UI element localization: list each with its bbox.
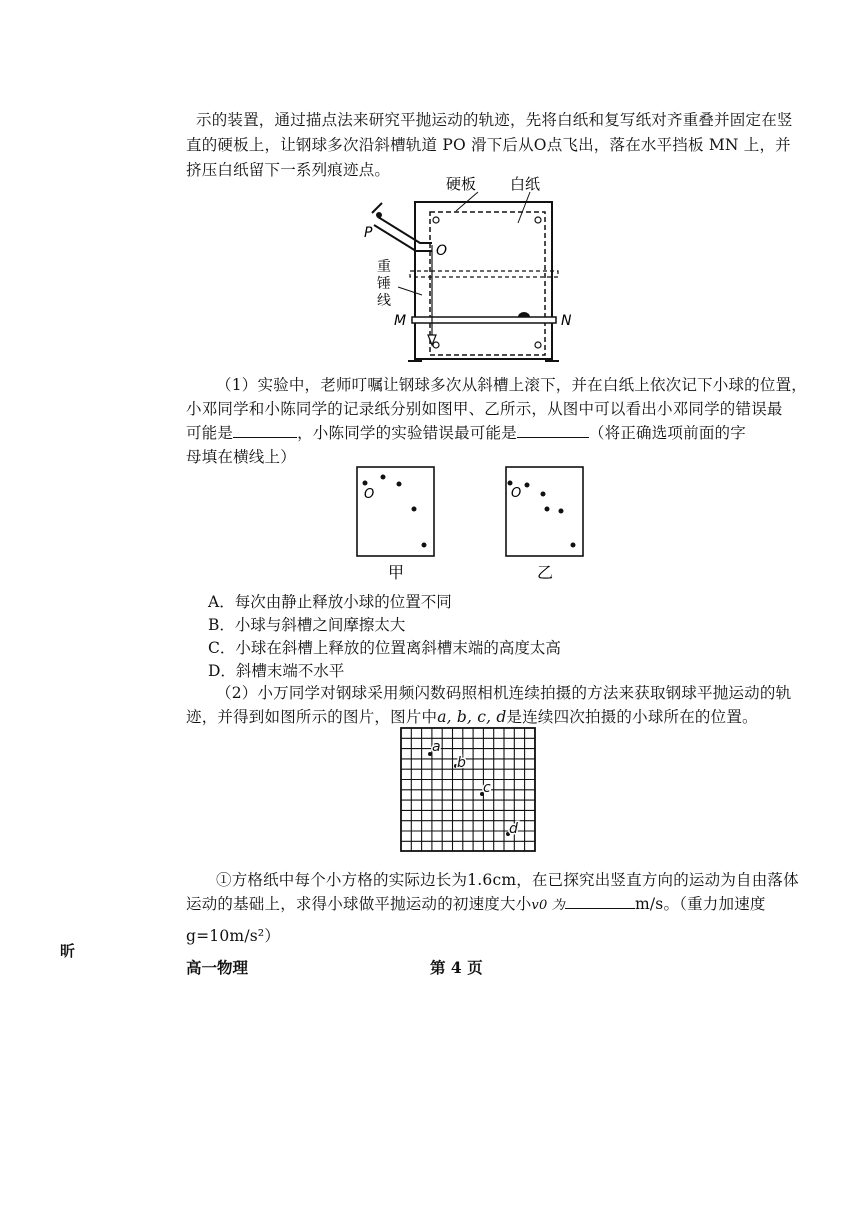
caption-yi: 乙 bbox=[537, 563, 554, 582]
q2-line-2c: 是连续四次拍摄的小球所在的位置。 bbox=[506, 708, 758, 726]
option-d: D．斜槽末端不水平 bbox=[208, 662, 345, 680]
q1-line-2: 小邓同学和小陈同学的记录纸分别如图甲、乙所示，从图中可以看出小邓同学的错误最 bbox=[186, 400, 783, 418]
margin-char: 昕 bbox=[60, 942, 76, 960]
q2-line-2 bbox=[186, 707, 758, 727]
label-N: N bbox=[561, 313, 572, 329]
grid-figure bbox=[400, 727, 537, 853]
apparatus-diagram bbox=[360, 175, 580, 370]
q1-line-3c: （将正确选项前面的字 bbox=[588, 424, 746, 442]
intro-line-3: 挤压白纸留下一系列痕迹点。 bbox=[186, 161, 391, 179]
label-paper: 白纸 bbox=[510, 175, 541, 193]
q2-sub1-line-2a: 运动的基础上，求得小球做平抛运动的初速度大小 bbox=[186, 895, 532, 913]
footer-page-number: 第 4 页 bbox=[430, 958, 483, 977]
label-plumb-3: 线 bbox=[377, 293, 391, 309]
label-d: d bbox=[509, 821, 518, 837]
grid-paper bbox=[400, 727, 537, 853]
q1-line-3a: 可能是 bbox=[186, 424, 234, 442]
jia-label-O: O bbox=[364, 487, 375, 502]
label-O: O bbox=[436, 243, 448, 259]
label-plumb-1: 重 bbox=[377, 259, 391, 275]
q2-sub1-line-1: ①方格纸中每个小方格的实际边长为1.6cm，在已探究出竖直方向的运动为自由落体 bbox=[216, 871, 799, 889]
answer-blank-deng[interactable] bbox=[233, 423, 297, 438]
intro-line-1: 示的装置，通过描点法来研究平抛运动的轨迹，先将白纸和复写纸对齐重叠并固定在竖 bbox=[196, 111, 793, 129]
caption-jia: 甲 bbox=[388, 563, 405, 582]
q2-sub1-line-2 bbox=[186, 894, 766, 916]
q2-sub1-line-2b: v0 为 bbox=[531, 898, 565, 913]
option-a: A．每次由静止释放小球的位置不同 bbox=[208, 593, 452, 611]
q1-line-3b: ，小陈同学的实验错误最可能是 bbox=[297, 424, 517, 442]
white-paper bbox=[430, 212, 545, 355]
label-a: a bbox=[432, 739, 441, 755]
label-b: b bbox=[457, 755, 466, 771]
q2-line-1: （2）小万同学对钢球采用频闪数码照相机连续拍摄的方法来获取钢球平抛运动的轨 bbox=[216, 684, 792, 702]
label-plumb-2: 锤 bbox=[377, 276, 391, 292]
answer-blank-v0[interactable] bbox=[565, 894, 635, 909]
option-b: B．小球与斜槽之间摩擦太大 bbox=[208, 616, 406, 634]
footer-subject: 高一物理 bbox=[186, 958, 249, 977]
q1-line-3 bbox=[186, 423, 746, 443]
mn-baffle bbox=[412, 317, 556, 323]
label-board: 硬板 bbox=[446, 175, 477, 193]
record-paper-yi bbox=[505, 466, 585, 582]
intro-line-2: 直的硬板上，让钢球多次沿斜槽轨道 PO 滑下后从O点飞出，落在水平挡板 MN 上，并 bbox=[186, 136, 791, 154]
label-P: P bbox=[364, 225, 373, 241]
q2-line-2a: 迹，并得到如图所示的图片，图片中 bbox=[186, 708, 438, 726]
q1-line-4: 母填在横线上） bbox=[186, 448, 296, 466]
label-M: M bbox=[394, 313, 407, 329]
q2-sub1-line-2c: m/s。（重力加速度 bbox=[634, 895, 766, 913]
option-c: C．小球在斜槽上释放的位置离斜槽末端的高度太高 bbox=[208, 639, 561, 657]
record-paper-jia bbox=[356, 466, 436, 582]
yi-label-O: O bbox=[511, 486, 522, 501]
q2-sub1-line-3: g=10m/s²） bbox=[186, 927, 281, 945]
label-c: c bbox=[483, 780, 491, 796]
q2-line-2b: a, b, c, d bbox=[437, 708, 507, 726]
answer-blank-chen[interactable] bbox=[517, 423, 589, 438]
q1-line-1: （1）实验中，老师叮嘱让钢球多次从斜槽上滚下，并在白纸上依次记下小球的位置， bbox=[216, 376, 807, 394]
apparatus-figure bbox=[360, 175, 580, 370]
